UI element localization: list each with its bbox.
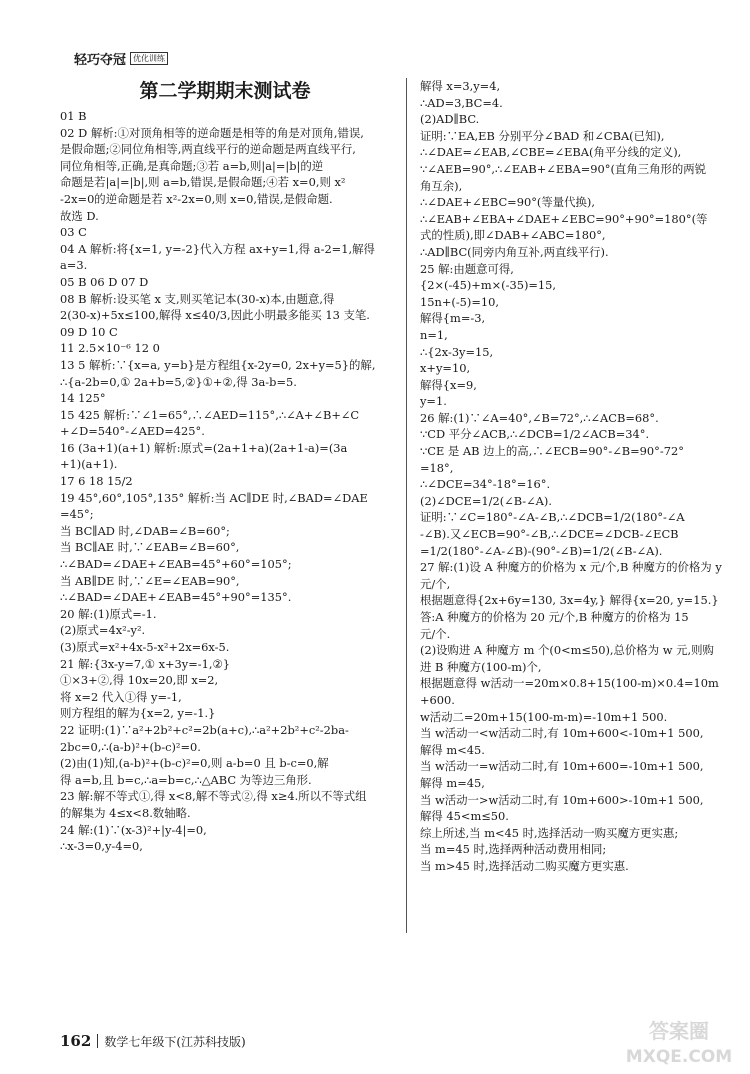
answer-line: 当 m=45 时,选择两种活动费用相同; [420, 842, 607, 857]
book-title: 数学七年级下(江苏科技版) [104, 1034, 246, 1049]
answer-line: 当 m>45 时,选择活动二购买魔方更实惠. [420, 858, 629, 873]
answer-line: 21 解:{3x-y=7,① x+3y=-1,②} [60, 656, 230, 671]
answer-line: ∴AD∥BC(同旁内角互补,两直线平行). [420, 244, 609, 259]
answer-line: 根据题意得 w活动一=20m×0.8+15(100-m)×0.4=10m [420, 676, 719, 691]
answer-line: 2bc=0,∴(a-b)²+(b-c)²=0. [60, 739, 201, 754]
answer-line: 当 w活动一>w活动二时,有 10m+600>-10m+1 500, [420, 792, 704, 807]
answer-line: ∴∠BAD=∠DAE+∠EAB=45°+60°=105°; [60, 557, 292, 572]
answer-line: 则方程组的解为{x=2, y=-1.} [60, 706, 216, 721]
answer-line: 答:A 种魔方的价格为 20 元/个,B 种魔方的价格为 15 [420, 610, 689, 624]
answer-line: ∵CD 平分∠ACB,∴∠DCB=1/2∠ACB=34°. [420, 427, 650, 442]
answer-line: 22 证明:(1)∵a²+2b²+c²=2b(a+c),∴a²+2b²+c²-2ba- [60, 722, 349, 737]
answer-line: 15 425 解析:∵∠1=65°,∴∠AED=115°,∴∠A+∠B+∠C [60, 407, 360, 422]
answer-line: (3)原式=x²+4x-5-x²+2x=6x-5. [60, 640, 230, 654]
answer-line: 解得{x=9, [420, 377, 477, 392]
answer-line: 04 A 解析:将{x=1, y=-2}代入方程 ax+y=1,得 a-2=1,解得 [60, 241, 375, 256]
answer-line: 解得 m<45. [420, 742, 485, 757]
answer-line: 进 B 种魔方(100-m)个, [420, 659, 542, 674]
answer-line: ∴{a-2b=0,① 2a+b=5,②}①+②,得 3a-b=5. [60, 374, 297, 389]
answer-line: 19 45°,60°,105°,135° 解析:当 AC∥DE 时,∠BAD=∠DAE [60, 490, 368, 505]
answer-line: +1)(a+1). [60, 457, 118, 472]
answer-line: ∴AD=3,BC=4. [420, 95, 503, 110]
answer-line: +600. [420, 692, 455, 707]
answer-line: 2(30-x)+5x≤100,解得 x≤40/3,因此小明最多能买 13 支笔. [60, 308, 370, 323]
watermark-bottom: MXQE.COM [625, 1047, 733, 1067]
answer-line: 27 解:(1)设 A 种魔方的价格为 x 元/个,B 种魔方的价格为 y [420, 560, 722, 575]
answer-line: n=1, [420, 327, 448, 342]
answer-line: 证明:∵∠C=180°-∠A-∠B,∴∠DCB=1/2(180°-∠A [420, 510, 685, 525]
answer-line: 03 C [60, 225, 87, 240]
answer-line: 01 B [60, 109, 87, 123]
answer-line: 将 x=2 代入①得 y=-1, [60, 689, 182, 704]
answer-line: x+y=10, [420, 361, 471, 376]
answer-line: 证明:∵EA,EB 分别平分∠BAD 和∠CBA(已知), [420, 128, 665, 143]
answer-line: 20 解:(1)原式=-1. [60, 606, 157, 621]
answer-line: 解得{m=-3, [420, 311, 486, 326]
answer-line: 得 a=b,且 b=c,∴a=b=c,∴△ABC 为等边三角形. [60, 772, 312, 787]
answer-line: (2)原式=4x²-y². [60, 623, 146, 638]
left-column [60, 78, 390, 855]
answer-line: 17 6 18 15/2 [60, 474, 133, 489]
brand-logo [74, 50, 168, 66]
answer-line: 当 AB∥DE 时,∵∠E=∠EAB=90°, [60, 573, 240, 588]
answer-line: ∴∠BAD=∠DAE+∠EAB=45°+90°=135°. [60, 590, 292, 605]
answer-line: -2x=0的逆命题是若 x²-2x=0,则 x=0,错误,是假命题. [60, 191, 333, 206]
answer-line: ∴∠DAE+∠EBC=90°(等量代换), [420, 195, 595, 210]
answer-line: 解得 m=45, [420, 775, 485, 790]
brand-tag: 优化训练 [130, 52, 168, 65]
answer-line: ∵CE 是 AB 边上的高,∴∠ECB=90°-∠B=90°-72° [420, 444, 684, 459]
right-column [420, 78, 740, 875]
answer-line: 14 125° [60, 391, 106, 406]
answer-line: 26 解:(1)∵∠A=40°,∠B=72°,∴∠ACB=68°. [420, 410, 659, 425]
column-divider [406, 78, 407, 933]
answer-line: 当 BC∥AE 时,∵∠EAB=∠B=60°, [60, 540, 240, 555]
answer-line: 05 B 06 D 07 D [60, 274, 149, 289]
footer-divider [97, 1034, 98, 1048]
answer-line: 解得 45<m≤50. [420, 809, 509, 824]
page-number: 162 [60, 1032, 92, 1050]
answer-line: 25 解:由题意可得, [420, 261, 514, 276]
answer-line: 02 D 解析:①对顶角相等的逆命题是相等的角是对顶角,错误, [60, 125, 364, 140]
answer-line: 解得 x=3,y=4, [420, 79, 501, 93]
brand-name: 轻巧夺冠 [74, 52, 127, 68]
answer-line: ∴∠EAB+∠EBA+∠DAE+∠EBC=90°+90°=180°(等 [420, 211, 708, 226]
answer-line: (2)∠DCE=1/2(∠B-∠A). [420, 493, 552, 508]
answer-line: 命题是若|a|=|b|,则 a=b,错误,是假命题;④若 x=0,则 x² [60, 175, 346, 190]
answer-line: +∠D=540°-∠AED=425°. [60, 424, 205, 439]
answer-line: 元/个. [420, 626, 451, 641]
answer-line: w活动二=20m+15(100-m-m)=-10m+1 500. [420, 709, 668, 724]
answer-line: 当 w活动一<w活动二时,有 10m+600<-10m+1 500, [420, 726, 704, 741]
answer-line: (2)由(1)知,(a-b)²+(b-c)²=0,则 a-b=0 且 b-c=0,解 [60, 756, 329, 771]
answer-line: 式的性质),即∠DAB+∠ABC=180°, [420, 228, 606, 243]
answer-line: a=3. [60, 258, 88, 273]
watermark-top: 答案圈 [649, 1019, 709, 1043]
answer-line: 23 解:解不等式①,得 x<8,解不等式②,得 x≥4.所以不等式组 [60, 789, 367, 804]
answer-line: =45°; [60, 507, 94, 522]
page-footer [60, 1032, 246, 1050]
right-answer-lines [420, 78, 740, 875]
answer-line: 08 B 解析:设买笔 x 支,则买笔记本(30-x)本,由题意,得 [60, 291, 335, 306]
answer-line: (2)设购进 A 种魔方 m 个(0<m≤50),总价格为 w 元,则购 [420, 643, 714, 658]
answer-line: 16 (3a+1)(a+1) 解析:原式=(2a+1+a)(2a+1-a)=(3a [60, 440, 348, 455]
answer-line: =18°, [420, 460, 454, 475]
answer-line: 故选 D. [60, 208, 99, 223]
answer-line: 根据题意得{2x+6y=130, 3x=4y,} 解得{x=20, y=15.} [420, 593, 719, 608]
answer-line: 当 BC∥AD 时,∠DAB=∠B=60°; [60, 523, 230, 538]
left-answer-lines [60, 108, 390, 855]
page-title: 第二学期期末测试卷 [139, 80, 311, 102]
answer-line: 的解集为 4≤x<8.数轴略. [60, 805, 191, 820]
answer-line: 11 2.5×10⁻⁶ 12 0 [60, 341, 160, 356]
answer-line: ∴∠DAE=∠EAB,∠CBE=∠EBA(角平分线的定义), [420, 145, 682, 160]
answer-line: ∵∠AEB=90°,∴∠EAB+∠EBA=90°(直角三角形的两锐 [420, 161, 707, 176]
answer-line: -∠B).又∠ECB=90°-∠B,∴∠DCE=∠DCB-∠ECB [420, 527, 679, 542]
answer-line: =1/2(180°-∠A-∠B)-(90°-∠B)=1/2(∠B-∠A). [420, 543, 663, 558]
answer-line: y=1. [420, 394, 447, 409]
answer-line: 是假命题;②同位角相等,两直线平行的逆命题是两直线平行, [60, 142, 356, 157]
answer-line: 综上所述,当 m<45 时,选择活动一购买魔方更实惠; [420, 825, 679, 840]
answer-line: 15n+(-5)=10, [420, 294, 500, 309]
answer-line: 元/个, [420, 576, 451, 591]
answer-line: (2)AD∥BC. [420, 112, 480, 127]
answer-line: 13 5 解析:∵{x=a, y=b}是方程组{x-2y=0, 2x+y=5}的解, [60, 357, 376, 372]
answer-line: ∴∠DCE=34°-18°=16°. [420, 477, 551, 492]
answer-line: ∴x-3=0,y-4=0, [60, 839, 143, 854]
answer-line: 同位角相等,正确,是真命题;③若 a=b,则|a|=|b|的逆 [60, 158, 324, 173]
answer-line: 09 D 10 C [60, 324, 118, 339]
answer-line: ∴{2x-3y=15, [420, 344, 494, 359]
answer-line: 角互余), [420, 178, 463, 193]
answer-line: 当 w活动一=w活动二时,有 10m+600=-10m+1 500, [420, 759, 704, 774]
watermark-logo [614, 1014, 744, 1068]
answer-line: 24 解:(1)∵(x-3)²+|y-4|=0, [60, 822, 207, 837]
answer-line: {2×(-45)+m×(-35)=15, [420, 278, 557, 293]
answer-line: ①×3+②,得 10x=20,即 x=2, [60, 673, 219, 688]
